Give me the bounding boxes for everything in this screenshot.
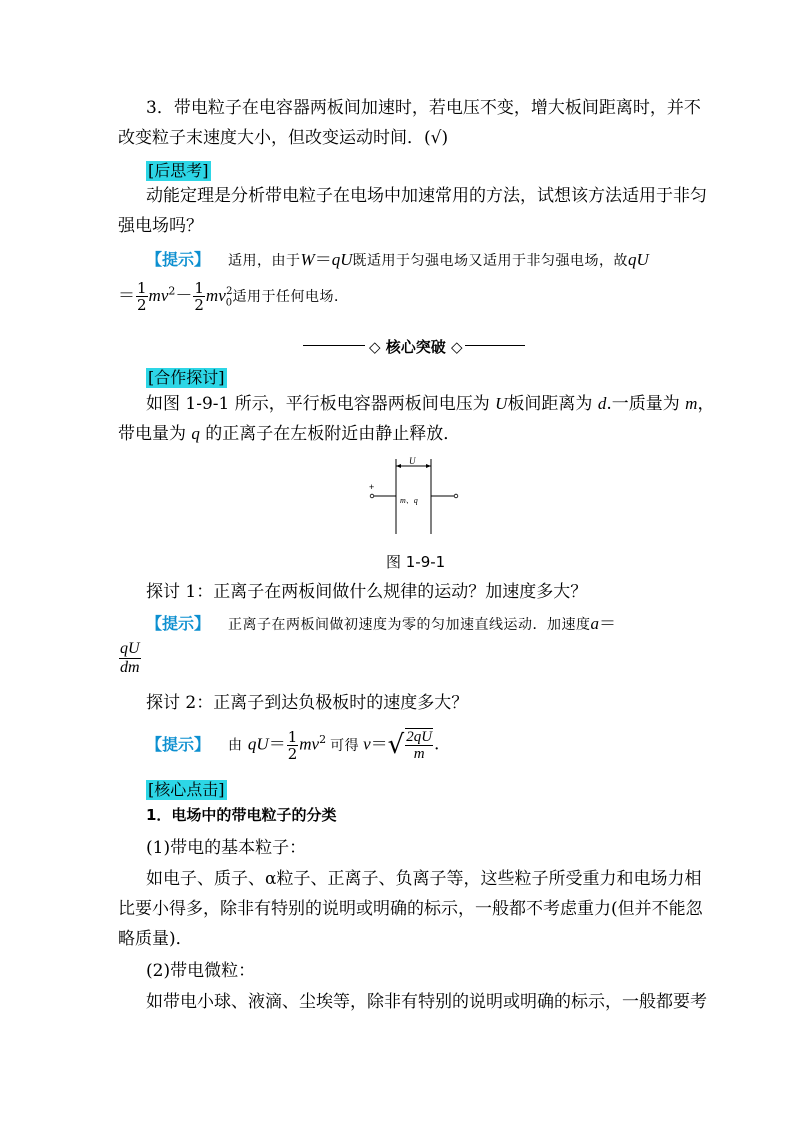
var-qu: qU bbox=[331, 250, 353, 269]
after-think-hint-line-1 bbox=[146, 250, 649, 271]
after-think-tag: [后思考] bbox=[148, 161, 209, 180]
denominator: 2 bbox=[194, 296, 204, 314]
divider-title: ◇ 核心突破 ◇ bbox=[369, 338, 463, 356]
text: 的正离子在左板附近由静止释放． bbox=[199, 424, 461, 444]
capacitor-figure bbox=[366, 456, 466, 536]
subsection-2-title: (2)带电微粒： bbox=[146, 961, 256, 981]
hint-text: 可得 bbox=[330, 737, 360, 754]
keypoints-section bbox=[146, 780, 227, 800]
subsection-1-line-1: 如电子、质子、α粒子、正离子、负离子等，这些粒子所受重力和电场力相 bbox=[146, 869, 702, 889]
sqrt-icon: √ bbox=[387, 730, 405, 760]
after-think-hint-line-2 bbox=[118, 280, 349, 313]
var-d: d bbox=[597, 394, 607, 413]
coop-section bbox=[146, 368, 227, 388]
hint-text: 正离子在两板间做初速度为零的匀加速直线运动．加速度 bbox=[228, 617, 591, 633]
var-mv: mv bbox=[299, 734, 320, 754]
equals-sign: ＝ bbox=[599, 614, 617, 634]
left-terminal bbox=[370, 494, 374, 498]
numerator: 1 bbox=[137, 279, 147, 297]
after-think-section bbox=[146, 161, 211, 181]
denominator: 2 bbox=[137, 296, 147, 314]
coop-line-2 bbox=[118, 424, 460, 444]
hint-label: 【提示】 bbox=[146, 614, 211, 633]
hint-label: 【提示】 bbox=[146, 734, 211, 754]
numerator: 1 bbox=[287, 727, 298, 746]
numerator: 1 bbox=[194, 279, 204, 297]
right-terminal bbox=[454, 494, 458, 498]
var-mv0: mv bbox=[205, 286, 226, 305]
fraction-half bbox=[193, 280, 205, 313]
var-v: v bbox=[363, 734, 371, 754]
var-mv: mv bbox=[148, 286, 169, 305]
exponent: 2 bbox=[168, 284, 176, 298]
core-breakthrough-divider bbox=[303, 336, 525, 356]
plus-sign: + bbox=[369, 482, 375, 492]
var-u: U bbox=[495, 394, 508, 413]
equals-sign: ＝ bbox=[118, 286, 135, 306]
var-w: W bbox=[300, 250, 315, 269]
equals-sign: ＝ bbox=[268, 734, 286, 755]
text: 板间距离为 bbox=[507, 394, 598, 414]
hint-text: 由 bbox=[228, 737, 243, 754]
fig-particle-label: m、q bbox=[400, 496, 418, 505]
hint-text: 既适用于匀强电场又适用于非匀强电场，故 bbox=[352, 253, 628, 269]
fraction-qu-dm bbox=[119, 640, 141, 677]
divider-rule-right bbox=[465, 345, 525, 346]
subsection-1-title: (1)带电的基本粒子： bbox=[146, 838, 307, 858]
after-think-question-line-2: 强电场吗？ bbox=[118, 216, 203, 236]
text: 带电量为 bbox=[118, 424, 192, 444]
numerator: qU bbox=[120, 640, 140, 657]
text: ， bbox=[697, 394, 715, 414]
numerator: 2qU bbox=[406, 729, 433, 745]
discussion-1-hint bbox=[146, 614, 616, 635]
voltage-arrow-left bbox=[396, 464, 401, 468]
var-m: m bbox=[685, 394, 698, 413]
keypoints-tag: [核心点击] bbox=[148, 780, 225, 799]
fraction-half bbox=[136, 280, 148, 313]
var-q: q bbox=[191, 424, 200, 443]
equals-sign: ＝ bbox=[370, 734, 388, 755]
var-qu: qU bbox=[627, 250, 649, 269]
hint-text: 适用于任何电场． bbox=[232, 289, 349, 305]
equals-sign: ＝ bbox=[314, 250, 332, 270]
figure-caption: 图 1-9-1 bbox=[386, 553, 446, 571]
exponent: 2 bbox=[226, 286, 233, 298]
subsection-2-line-1: 如带电小球、液滴、尘埃等，除非有特别的说明或明确的标示，一般都要考 bbox=[146, 992, 707, 1012]
subsection-1-line-2: 比要小得多，除非有特别的说明或明确的标示，一般都不考虑重力(但并不能忽 bbox=[118, 899, 703, 919]
var-qu: qU bbox=[247, 734, 269, 754]
exponent: 2 bbox=[319, 732, 327, 746]
subscript: 0 bbox=[225, 297, 233, 309]
discussion-1: 探讨 1：正离子在两板间做什么规律的运动？加速度多大？ bbox=[146, 582, 588, 602]
fraction-half bbox=[287, 729, 299, 762]
after-think-question-line-1: 动能定理是分析带电粒子在电场中加速常用的方法，试想该方法适用于非匀 bbox=[146, 186, 707, 206]
coop-line-1 bbox=[146, 394, 714, 414]
fig-voltage-label: U bbox=[409, 456, 416, 466]
denominator: dm bbox=[120, 659, 140, 676]
fraction-2qu-m bbox=[405, 728, 433, 762]
denominator: m bbox=[413, 746, 425, 762]
minus-sign: － bbox=[175, 286, 193, 306]
text: .一质量为 bbox=[606, 394, 686, 414]
denominator: 2 bbox=[287, 744, 298, 763]
hint-text: 适用，由于 bbox=[228, 253, 301, 269]
item-3-line-2: 改变粒子末速度大小，但改变运动时间．(√) bbox=[118, 128, 449, 148]
subsection-1-line-3: 略质量)． bbox=[118, 929, 193, 949]
item-3-line-1: 3．带电粒子在电容器两板间加速时，若电压不变，增大板间距离时，并不 bbox=[146, 98, 701, 118]
discussion-1-hint-fraction bbox=[118, 640, 142, 677]
discussion-2: 探讨 2：正离子到达负极板时的速度多大？ bbox=[146, 693, 469, 713]
hint-label: 【提示】 bbox=[146, 250, 211, 269]
keypoints-heading-1: 1．电场中的带电粒子的分类 bbox=[146, 806, 337, 824]
text: 如图 1-9-1 所示，平行板电容器两板间电压为 bbox=[146, 394, 496, 414]
voltage-arrow-right bbox=[426, 464, 431, 468]
divider-rule-left bbox=[303, 345, 365, 346]
period: . bbox=[434, 734, 440, 755]
discussion-2-hint bbox=[146, 728, 439, 762]
var-a: a bbox=[590, 614, 600, 633]
coop-tag: [合作探讨] bbox=[148, 368, 225, 387]
